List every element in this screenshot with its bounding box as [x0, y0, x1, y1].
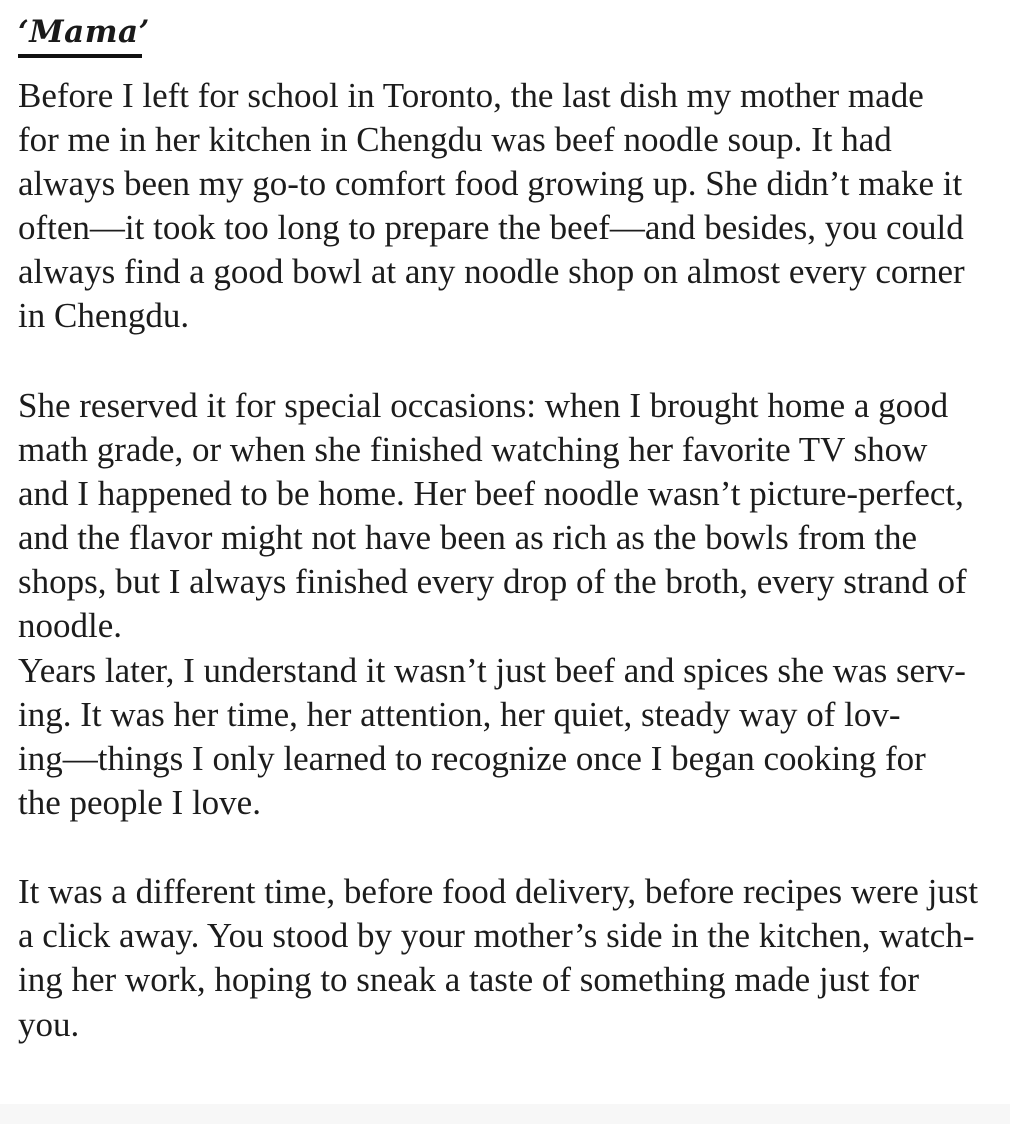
text-line: always find a good bowl at any noodle shop on almost every corner: [18, 252, 965, 291]
text-line: Before I left for school in Toronto, the last dish my mother made: [18, 76, 924, 115]
text-line: and I happened to be home. Her beef noodle wasn’t picture-perfect,: [18, 474, 964, 513]
text-line: Years later, I understand it wasn’t just beef and spices she was serv-: [18, 651, 966, 690]
text-line: often—it took too long to prepare the beef—and besides, you could: [18, 208, 964, 247]
page-bottom-edge: [0, 1104, 1010, 1124]
text-line: noodle.: [18, 606, 123, 645]
text-line: a click away. You stood by your mother’s side in the kitchen, watch-: [18, 916, 975, 955]
text-line: the people I love.: [18, 783, 261, 822]
text-line: shops, but I always finished every drop of the broth, every strand of: [18, 562, 967, 601]
document-title: ‘Mama’: [18, 14, 150, 50]
text-line: ing—things I only learned to recognize once I began cooking for: [18, 739, 926, 778]
text-line: for me in her kitchen in Chengdu was beef noodle soup. It had: [18, 120, 892, 159]
text-line: It was a different time, before food delivery, before recipes were just: [18, 872, 979, 911]
text-line: always been my go-to comfort food growing up. She didn’t make it: [18, 164, 963, 203]
text-line: in Chengdu.: [18, 296, 190, 335]
title-underline: [18, 54, 142, 58]
text-line: you.: [18, 1005, 80, 1044]
text-line: ing her work, hoping to sneak a taste of something made just for: [18, 960, 920, 999]
text-line: math grade, or when she finished watching her favorite TV show: [18, 430, 928, 469]
text-line: She reserved it for special occasions: when I brought home a good: [18, 386, 949, 425]
text-line: and the flavor might not have been as rich as the bowls from the: [18, 518, 918, 557]
text-line: ing. It was her time, her attention, her quiet, steady way of lov-: [18, 695, 901, 734]
